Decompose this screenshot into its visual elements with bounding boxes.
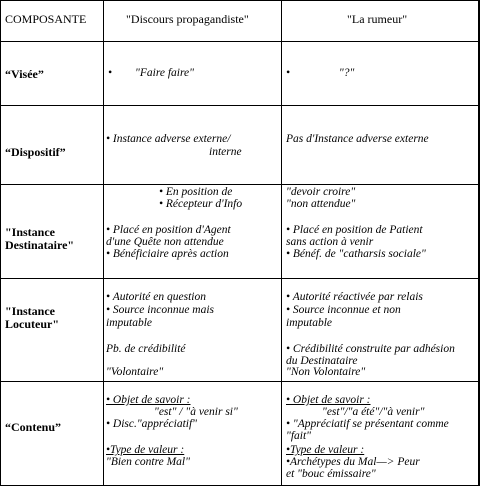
label-cell	[1, 105, 103, 184]
list-item: • Objet de savoir :	[286, 394, 371, 406]
list-item: et "bouc émissaire"	[286, 468, 376, 480]
row-label-instance: "Instance	[5, 304, 55, 318]
list-item: • Disc."appréciatif"	[106, 418, 197, 430]
row-label-locuteur: Locuteur"	[5, 317, 59, 331]
list-item: Pas d'Instance adverse externe	[286, 133, 429, 145]
table-row-contenu	[1, 381, 478, 485]
list-item: imputable	[286, 317, 332, 329]
header-discours-propagandiste: "Discours propagandiste"	[126, 12, 249, 26]
table-row-dispositif	[1, 105, 478, 185]
row-label-visee: “Visée”	[5, 67, 44, 81]
list-item: • Crédibilité construite par adhésion	[286, 343, 455, 355]
list-item: "est" / "à venir si"	[154, 406, 238, 418]
table-row-instance-locuteur	[1, 278, 478, 382]
propagandiste-cell	[104, 105, 281, 184]
header-row	[1, 1, 478, 42]
row-label-dispositif: “Dispositif”	[5, 145, 66, 159]
header-cell-propagandiste	[104, 1, 281, 41]
list-item: •Archétypes du Mal—> Peur	[286, 456, 420, 468]
list-item: • Source inconnue mais	[106, 304, 215, 316]
header-composante: COMPOSANTE	[5, 12, 87, 26]
list-item: interne	[209, 146, 242, 158]
list-item: "Bien contre Mal"	[106, 456, 190, 468]
list-item: • "Appréciatif se présentant comme	[286, 418, 449, 430]
list-item	[159, 187, 277, 198]
row-label-destinataire: Destinataire"	[5, 238, 75, 252]
rumeur-cell	[282, 381, 479, 485]
list-item: "Non Volontaire"	[286, 366, 366, 378]
label-cell	[1, 381, 103, 485]
list-item: d'une Quête non attendue	[106, 236, 224, 248]
label-cell	[1, 278, 103, 381]
table-row-visee	[1, 41, 478, 106]
row-label-contenu: “Contenu”	[5, 420, 62, 434]
list-item: • Récepteur d'Info	[159, 198, 243, 210]
row-label-instance: "Instance	[5, 225, 55, 239]
header-la-rumeur: "La rumeur"	[347, 12, 408, 26]
rumeur-cell	[282, 105, 479, 184]
header-cell-composante	[1, 1, 103, 41]
propagandiste-cell	[104, 41, 281, 105]
list-item: • "?"	[286, 67, 355, 79]
list-item: •Type de valeur :	[286, 444, 365, 456]
list-item: • Autorité réactivée par relais	[286, 291, 423, 303]
label-cell	[1, 184, 103, 278]
label-cell	[1, 41, 103, 105]
list-item: • Instance adverse externe/	[106, 133, 231, 145]
list-item: "fait"	[286, 430, 311, 442]
list-item: "devoir croire"	[286, 186, 356, 198]
list-item: "non attendue"	[286, 198, 356, 210]
list-item: • Placé en position d'Agent	[106, 224, 231, 236]
propagandiste-cell	[104, 278, 281, 381]
propagandiste-cell	[104, 381, 281, 485]
list-item: du Destinataire	[286, 355, 358, 367]
list-item: • "Faire faire"	[108, 67, 194, 79]
list-item: • Bénéf. de "catharsis sociale"	[286, 248, 426, 260]
list-item: • Autorité en question	[106, 291, 206, 303]
list-item-text: • En position de	[159, 186, 233, 198]
rumeur-cell	[282, 184, 479, 278]
rumeur-cell	[282, 41, 479, 105]
header-cell-rumeur	[282, 1, 479, 41]
list-item: imputable	[106, 317, 152, 329]
list-item: sans action à venir	[286, 236, 374, 248]
propagandiste-cell	[104, 184, 281, 278]
list-item: "Volontaire"	[106, 366, 164, 378]
list-item: • Objet de savoir :	[106, 394, 191, 406]
list-item: • Placé en position de Patient	[286, 224, 423, 236]
list-item: Pb. de crédibilité	[106, 343, 186, 355]
rumeur-cell	[282, 278, 479, 381]
list-item: "est"/"a été"/"à venir"	[322, 406, 425, 418]
list-item: •Type de valeur :	[106, 444, 185, 456]
table-row-instance-destinataire	[1, 184, 478, 279]
list-item: • Bénéficiaire après action	[106, 248, 229, 260]
list-item: • Source inconnue et non	[286, 304, 401, 316]
